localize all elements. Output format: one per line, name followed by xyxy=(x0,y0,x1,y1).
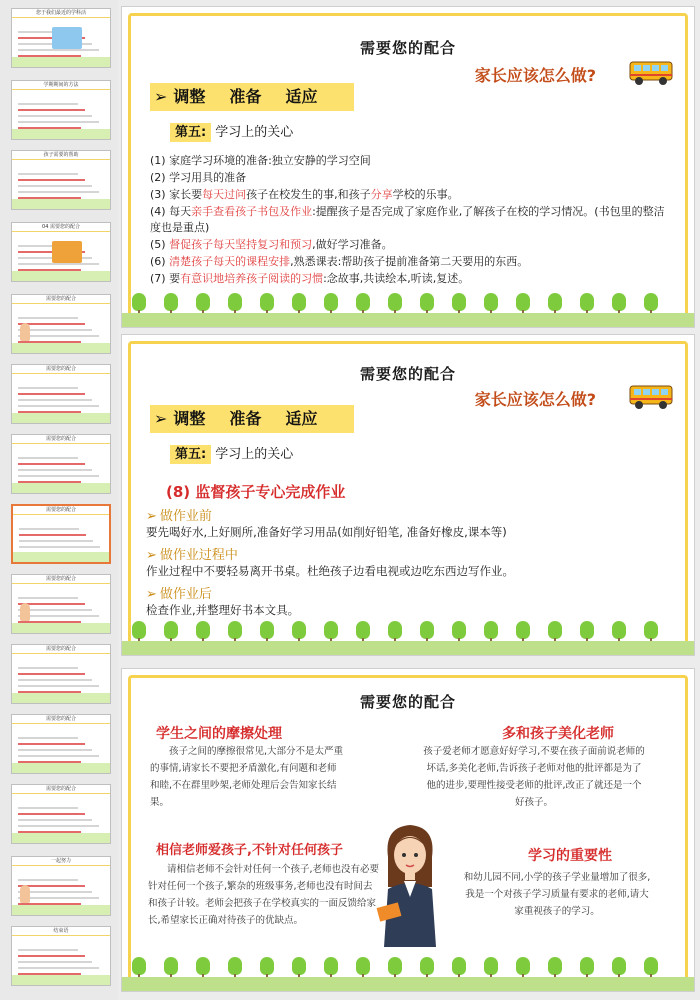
thumbnail-picture xyxy=(52,27,82,49)
thumbnail-line xyxy=(18,737,78,739)
thumbnail-title: 需要您的配合 xyxy=(13,506,109,515)
thumbnail-line xyxy=(18,173,78,175)
slide-thumbnail[interactable] xyxy=(11,504,111,564)
section-body: 孩子之间的摩擦很常见,大部分不是太严重的事情,请家长不要把矛盾激化,有问题和老师和睦,不在群里吵架,老师处理后会告知家长结果。 xyxy=(150,746,344,808)
thumbnail-line xyxy=(18,685,99,687)
list-item xyxy=(150,271,672,287)
slide-thumbnail[interactable] xyxy=(11,644,111,704)
school-bus-icon xyxy=(628,383,674,411)
arrow-icon: ➢ xyxy=(146,587,157,602)
section-heading: 多和孩子美化老师 xyxy=(502,726,614,742)
thumbnail-line xyxy=(18,743,85,745)
list-item xyxy=(150,187,672,203)
thumbnail-line xyxy=(19,546,100,548)
item-text: (1) 家庭学习环境的准备:独立安静的学习空间 xyxy=(150,154,371,167)
homework-text: 作业过程中不要轻易离开书桌。杜绝孩子边看电视或边吃东西边写作业。 xyxy=(146,564,514,578)
highlighted-text: 每天过问 xyxy=(202,188,247,201)
thumbnail-line xyxy=(18,949,78,951)
thumbnail-line xyxy=(18,755,99,757)
grass-strip xyxy=(122,977,694,991)
thumbnail-title: 需要您的配合 xyxy=(12,715,110,724)
slide-thumbnail[interactable] xyxy=(11,222,111,282)
thumbnail-line xyxy=(18,967,99,969)
thumbnail-title: 结束语 xyxy=(12,927,110,936)
thumbnail-line xyxy=(18,469,92,471)
thumbnail-sidebar xyxy=(0,0,118,1000)
thumbnail-grass xyxy=(12,623,110,633)
banner-word: 准备 xyxy=(229,87,262,106)
highlighted-text: 分享 xyxy=(370,188,393,201)
thumbnail-line xyxy=(18,109,85,111)
section-body: 孩子爱老师才愿意好好学习,不要在孩子面前说老师的坏话,多美化老师,告诉孩子老师对他的批评都是为了他的进步,要理性接受老师的批评,改正了就还是一个好孩子。 xyxy=(423,746,645,808)
slide-3 xyxy=(121,668,695,992)
item-text: 孩子在校发生的事,和孩子 xyxy=(246,188,371,201)
item-text: ,做好学习准备。 xyxy=(312,238,393,251)
homework-subheading xyxy=(146,583,212,602)
thumbnail-line xyxy=(18,103,78,105)
banner-word: 适应 xyxy=(285,409,318,428)
thumbnail-line xyxy=(18,179,85,181)
slide-thumbnail[interactable] xyxy=(11,856,111,916)
thumbnail-title: 需要您的配合 xyxy=(12,435,110,444)
thumbnail-line xyxy=(18,475,99,477)
slide-title: 需要您的配合 xyxy=(359,693,456,711)
thumbnail-line xyxy=(18,879,78,881)
thumbnail-line xyxy=(18,115,92,117)
list-item xyxy=(150,204,672,236)
slide-title: 需要您的配合 xyxy=(359,365,456,383)
thumbnail-title: 需要您的配合 xyxy=(12,295,110,304)
thumbnail-title: 需要您的配合 xyxy=(12,785,110,794)
item-text: :提醒孩子是否完成了家庭作业,了解孩子在校的学习情况。(书包里的整洁度也是重点) xyxy=(150,205,665,234)
slide-subtitle: 家长应该怎么做? xyxy=(474,66,596,85)
section-heading: 学生之间的摩擦处理 xyxy=(156,726,282,742)
list-item xyxy=(150,254,672,270)
thumbnail-title: 一起努力 xyxy=(12,857,110,866)
adjust-prepare-adapt-banner xyxy=(150,83,354,111)
teacher-illustration xyxy=(370,817,450,947)
item-text: :念故事,共读绘本,听读,复述。 xyxy=(323,272,470,285)
thumbnail-line xyxy=(18,819,92,821)
thumbnail-line xyxy=(18,317,78,319)
item-text: (4) 每天 xyxy=(150,205,192,218)
highlighted-text: 亲手查看孩子书包及作业 xyxy=(191,205,313,218)
subheading-text: 做作业前 xyxy=(159,509,212,524)
thumbnail-line xyxy=(18,679,92,681)
thumbnail-title: 学期期间的方法 xyxy=(12,81,110,90)
thumbnail-grass xyxy=(12,343,110,353)
arrow-icon: ➢ xyxy=(146,548,157,563)
thumbnail-line xyxy=(18,185,92,187)
thumbnail-line xyxy=(18,121,99,123)
thumbnail-line xyxy=(18,405,99,407)
thumbnail-line xyxy=(18,263,99,265)
slide-thumbnail[interactable] xyxy=(11,150,111,210)
item-text: (7) 要 xyxy=(150,272,181,285)
thumbnail-line xyxy=(18,813,85,815)
subheading-text: 做作业过程中 xyxy=(159,548,238,563)
thumbnail-line xyxy=(18,955,85,957)
thumbnail-line xyxy=(18,673,85,675)
item-text: (5) xyxy=(150,238,170,251)
section-heading xyxy=(170,443,293,462)
item-text: (3) 家长要 xyxy=(150,188,203,201)
section-text: 学习上的关心 xyxy=(215,125,294,140)
thumbnail-grass xyxy=(12,129,110,139)
slide-thumbnail[interactable] xyxy=(11,714,111,774)
highlighted-text: 督促孩子每天坚持复习和预习 xyxy=(169,238,313,251)
thumbnail-character xyxy=(20,885,30,903)
thumbnail-line xyxy=(19,534,86,536)
thumbnail-grass xyxy=(12,763,110,773)
thumbnail-line xyxy=(18,897,99,899)
homework-text: 检查作业,并整理好书本文具。 xyxy=(146,603,300,617)
list-item xyxy=(150,170,672,186)
banner-word: 准备 xyxy=(229,409,262,428)
slide-2 xyxy=(121,334,695,656)
thumbnail-grass xyxy=(13,552,109,562)
thumbnail-grass xyxy=(12,905,110,915)
thumbnail-grass xyxy=(12,975,110,985)
grass-strip xyxy=(122,641,694,655)
school-bus-icon xyxy=(628,59,674,87)
thumbnail-grass xyxy=(12,693,110,703)
thumbnail-line xyxy=(18,49,99,51)
homework-subheading xyxy=(146,505,212,524)
thumbnail-character xyxy=(20,323,30,341)
slide-thumbnail[interactable] xyxy=(11,364,111,424)
section-body: 和幼儿园不同,小学的孩子学业量增加了很多,我是一个对孩子学习质量有要求的老师,请大家重视孩子的学习。 xyxy=(463,872,651,917)
thumbnail-picture xyxy=(52,241,82,263)
item-text: (2) 学习用具的准备 xyxy=(150,171,247,184)
arrow-icon: ➢ xyxy=(146,509,157,524)
thumbnail-character xyxy=(20,603,30,621)
adjust-prepare-adapt-banner xyxy=(150,405,354,433)
thumbnail-grass xyxy=(12,413,110,423)
thumbnail-title: 需要您的配合 xyxy=(12,645,110,654)
thumbnail-line xyxy=(18,825,99,827)
thumbnail-title: 需要您的配合 xyxy=(12,365,110,374)
section-body: 请相信老师不会针对任何一个孩子,老师也没有必要针对任何一个孩子,繁杂的班级事务,老师也没有时间去和孩子计较。老师会把孩子在学校真实的一面反馈给家长,希望家长正确对待孩子的优缺点。 xyxy=(148,864,380,926)
thumbnail-line xyxy=(18,399,92,401)
thumbnail-line xyxy=(18,191,99,193)
thumbnail-title: 需要您的配合 xyxy=(12,575,110,584)
thumbnail-title: 孩子需要的帮助 xyxy=(12,151,110,160)
thumbnail-line xyxy=(18,961,92,963)
slide-title: 需要您的配合 xyxy=(359,39,456,57)
thumbnail-title: 04 需要您的配合 xyxy=(12,223,110,232)
thumbnail-line xyxy=(18,463,85,465)
arrow-icon: ➢ xyxy=(154,87,168,106)
section-label: 第五: xyxy=(170,445,211,464)
slide-thumbnail[interactable] xyxy=(11,294,111,354)
subheading-text: 做作业后 xyxy=(159,587,212,602)
highlighted-text: 清楚孩子每天的课程安排 xyxy=(169,255,291,268)
thumbnail-line xyxy=(18,387,78,389)
slide-thumbnail[interactable] xyxy=(11,926,111,986)
thumbnail-line xyxy=(19,528,79,530)
thumbnail-line xyxy=(18,393,85,395)
thumbnail-grass xyxy=(12,483,110,493)
slide-thumbnail[interactable] xyxy=(11,434,111,494)
thumbnail-line xyxy=(18,457,78,459)
thumbnail-grass xyxy=(12,57,110,67)
banner-word: 调整 xyxy=(173,409,206,428)
highlighted-text: 有意识地培养孩子阅读的习惯 xyxy=(180,272,324,285)
thumbnail-line xyxy=(18,335,99,337)
slide-1 xyxy=(121,6,695,328)
slide-thumbnail[interactable] xyxy=(11,784,111,844)
thumbnail-grass xyxy=(12,833,110,843)
thumbnail-line xyxy=(18,615,99,617)
thumbnail-line xyxy=(18,667,78,669)
banner-word: 调整 xyxy=(173,87,206,106)
thumbnail-line xyxy=(19,540,93,542)
thumbnail-line xyxy=(18,597,78,599)
item-text: (6) xyxy=(150,255,170,268)
section-heading: 相信老师爱孩子,不针对任何孩子 xyxy=(156,843,343,858)
thumbnail-title: 您于我们最近的学科活 xyxy=(12,9,110,18)
thumbnail-grass xyxy=(12,271,110,281)
thumbnail-line xyxy=(18,749,92,751)
thumbnail-line xyxy=(18,807,78,809)
item-list xyxy=(150,153,672,288)
slide-thumbnail[interactable] xyxy=(11,8,111,68)
list-item xyxy=(150,153,672,169)
thumbnail-grass xyxy=(12,199,110,209)
list-item xyxy=(150,237,672,253)
homework-text: 要先喝好水,上好厕所,准备好学习用品(如削好铅笔, 准备好橡皮,课本等) xyxy=(146,525,507,539)
slide-subtitle: 家长应该怎么做? xyxy=(474,390,596,409)
section-text: 学习上的关心 xyxy=(215,447,294,462)
grass-strip xyxy=(122,313,694,327)
section-heading xyxy=(170,121,293,140)
slide-thumbnail[interactable] xyxy=(11,574,111,634)
item-text: ,熟悉课表:帮助孩子提前准备第二天要用的东西。 xyxy=(290,255,529,268)
homework-heading: (8) 监督孩子专心完成作业 xyxy=(166,483,346,501)
section-heading: 学习的重要性 xyxy=(528,848,612,864)
slide-thumbnail[interactable] xyxy=(11,80,111,140)
section-label: 第五: xyxy=(170,123,211,142)
arrow-icon: ➢ xyxy=(154,409,168,428)
homework-subheading xyxy=(146,544,238,563)
item-text: 学校的乐事。 xyxy=(392,188,459,201)
banner-word: 适应 xyxy=(285,87,318,106)
